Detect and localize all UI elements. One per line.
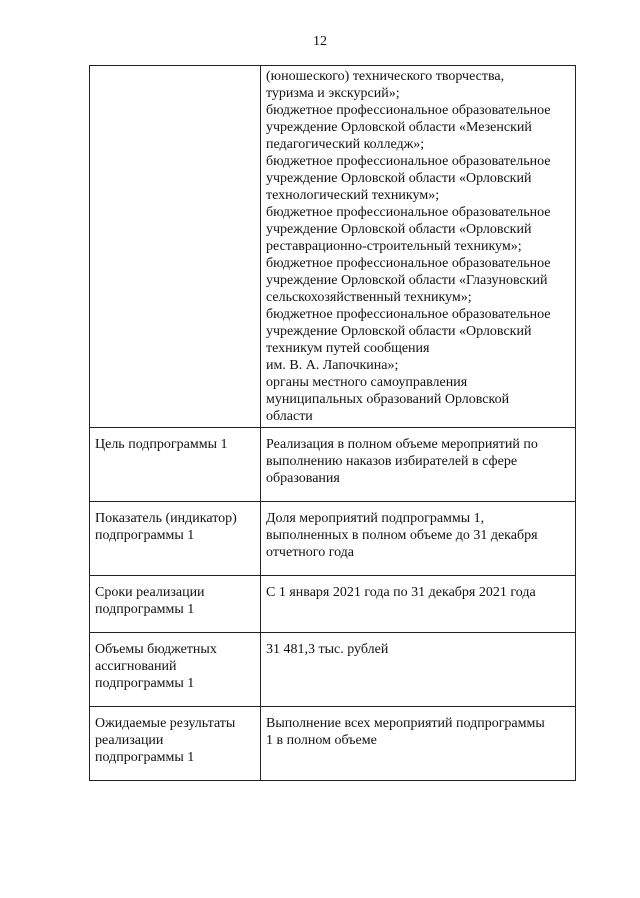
table-row-indicator — [90, 502, 576, 576]
row-value-budget — [261, 633, 576, 707]
text-line: учреждение Орловской области «Глазуновский — [266, 273, 548, 288]
text-line: выполненных в полном объеме до 31 декабря — [266, 528, 538, 543]
text-line: технологический техникум»; — [266, 188, 440, 203]
text-line: Выполнение всех мероприятий подпрограммы — [266, 716, 545, 731]
row-value-timeframe — [261, 576, 576, 633]
page-number: 12 — [313, 34, 327, 49]
text-line: образования — [266, 471, 340, 486]
text-line: области — [266, 409, 313, 424]
text-line: Доля мероприятий подпрограммы 1, — [266, 511, 485, 526]
text-line: отчетного года — [266, 545, 355, 560]
row-value-expected-results — [261, 707, 576, 781]
row-label-goal — [90, 428, 261, 502]
label-text: Показатель (индикатор) — [95, 511, 237, 526]
row-label-indicator — [90, 502, 261, 576]
table-row-executors-continued — [90, 66, 576, 428]
text-line: реставрационно-строительный техникум»; — [266, 239, 522, 254]
text-line: (юношеского) технического творчества, — [266, 69, 505, 84]
label-text: подпрограммы 1 — [95, 528, 195, 543]
text-line: бюджетное профессиональное образовательное — [266, 256, 551, 271]
text-line: муниципальных образований Орловской — [266, 392, 510, 407]
label-text: Цель подпрограммы 1 — [95, 437, 228, 452]
row-label-budget — [90, 633, 261, 707]
text-line: учреждение Орловской области «Орловский — [266, 324, 532, 339]
text-line: бюджетное профессиональное образовательное — [266, 205, 551, 220]
label-text: ассигнований — [95, 659, 177, 674]
label-text: подпрограммы 1 — [95, 602, 195, 617]
text-line: Реализация в полном объеме мероприятий по — [266, 437, 538, 452]
text-line: туризма и экскурсий»; — [266, 86, 400, 101]
text-line: учреждение Орловской области «Орловский — [266, 222, 532, 237]
row-label-empty — [90, 66, 261, 428]
row-label-timeframe — [90, 576, 261, 633]
label-text: Объемы бюджетных — [95, 642, 217, 657]
text-line: С 1 января 2021 года по 31 декабря 2021 года — [266, 585, 536, 600]
label-text: Сроки реализации — [95, 585, 205, 600]
text-line: органы местного самоуправления — [266, 375, 468, 390]
text-line: учреждение Орловской области «Орловский — [266, 171, 532, 186]
table-row-budget — [90, 633, 576, 707]
table-row-goal — [90, 428, 576, 502]
table-row-timeframe — [90, 576, 576, 633]
text-line: педагогический колледж»; — [266, 137, 425, 152]
label-text: Ожидаемые результаты — [95, 716, 236, 731]
text-line: 31 481,3 тыс. рублей — [266, 642, 389, 657]
text-line: бюджетное профессиональное образовательное — [266, 307, 551, 322]
label-text: реализации — [95, 733, 164, 748]
label-text: подпрограммы 1 — [95, 750, 195, 765]
text-line: учреждение Орловской области «Мезенский — [266, 120, 532, 135]
subprogram-passport-table — [89, 65, 576, 781]
text-line: техникум путей сообщения — [266, 341, 430, 356]
text-line: 1 в полном объеме — [266, 733, 377, 748]
text-line: им. В. А. Лапочкина»; — [266, 358, 399, 373]
text-line: бюджетное профессиональное образовательное — [266, 103, 551, 118]
row-value-indicator — [261, 502, 576, 576]
row-value-executors — [261, 66, 576, 428]
text-line: выполнению наказов избирателей в сфере — [266, 454, 518, 469]
label-text: подпрограммы 1 — [95, 676, 195, 691]
text-line: бюджетное профессиональное образовательное — [266, 154, 551, 169]
row-label-expected-results — [90, 707, 261, 781]
row-value-goal — [261, 428, 576, 502]
text-line: сельскохозяйственный техникум»; — [266, 290, 472, 305]
table-row-expected-results — [90, 707, 576, 781]
